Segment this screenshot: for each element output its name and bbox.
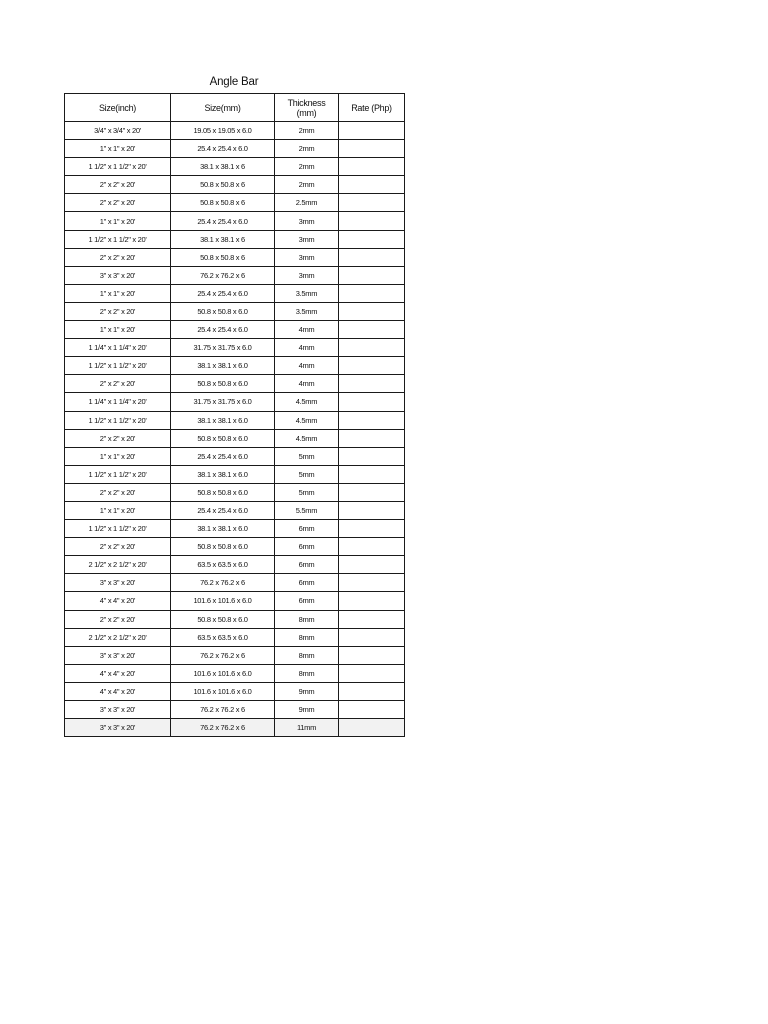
cell-size-inch: 4" x 4" x 20' [65, 664, 171, 682]
cell-rate [339, 592, 405, 610]
cell-size-inch: 2" x 2" x 20' [65, 194, 171, 212]
cell-size-mm: 50.8 x 50.8 x 6 [171, 194, 275, 212]
table-title: Angle Bar [209, 76, 259, 88]
cell-size-mm: 50.8 x 50.8 x 6 [171, 176, 275, 194]
table-row [65, 375, 405, 393]
cell-size-inch: 1" x 1" x 20' [65, 447, 171, 465]
cell-size-mm: 25.4 x 25.4 x 6.0 [171, 447, 275, 465]
cell-thickness: 8mm [275, 628, 339, 646]
cell-size-inch: 1" x 1" x 20' [65, 501, 171, 519]
header-thickness-line1: Thickness [287, 97, 326, 108]
cell-thickness: 8mm [275, 664, 339, 682]
table-row [65, 701, 405, 719]
cell-size-mm: 38.1 x 38.1 x 6.0 [171, 357, 275, 375]
cell-thickness: 6mm [275, 592, 339, 610]
cell-size-mm: 76.2 x 76.2 x 6 [171, 646, 275, 664]
cell-thickness: 8mm [275, 646, 339, 664]
cell-size-inch: 1 1/2" x 1 1/2" x 20' [65, 411, 171, 429]
cell-size-mm: 50.8 x 50.8 x 6.0 [171, 610, 275, 628]
cell-size-mm: 76.2 x 76.2 x 6 [171, 719, 275, 737]
cell-size-inch: 2" x 2" x 20' [65, 429, 171, 447]
cell-size-mm: 38.1 x 38.1 x 6.0 [171, 411, 275, 429]
header-size-mm: Size(mm) [171, 94, 275, 122]
table-row [65, 140, 405, 158]
table-row [65, 266, 405, 284]
cell-size-inch: 4" x 4" x 20' [65, 592, 171, 610]
cell-rate [339, 447, 405, 465]
header-thickness-line2: (mm) [296, 107, 317, 118]
cell-rate [339, 610, 405, 628]
cell-size-mm: 76.2 x 76.2 x 6 [171, 701, 275, 719]
table-row [65, 321, 405, 339]
cell-size-mm: 63.5 x 63.5 x 6.0 [171, 556, 275, 574]
cell-size-inch: 3" x 3" x 20' [65, 646, 171, 664]
table-row [65, 682, 405, 700]
cell-size-mm: 101.6 x 101.6 x 6.0 [171, 592, 275, 610]
cell-size-mm: 25.4 x 25.4 x 6.0 [171, 140, 275, 158]
cell-thickness: 6mm [275, 574, 339, 592]
cell-rate [339, 230, 405, 248]
table-row [65, 610, 405, 628]
cell-size-inch: 2 1/2" x 2 1/2" x 20' [65, 556, 171, 574]
cell-size-mm: 101.6 x 101.6 x 6.0 [171, 682, 275, 700]
cell-size-inch: 1 1/2" x 1 1/2" x 20' [65, 520, 171, 538]
cell-thickness: 4mm [275, 339, 339, 357]
cell-size-mm: 19.05 x 19.05 x 6.0 [171, 122, 275, 140]
cell-rate [339, 664, 405, 682]
angle-bar-table [64, 93, 405, 737]
cell-size-inch: 1 1/2" x 1 1/2" x 20' [65, 158, 171, 176]
cell-rate [339, 520, 405, 538]
cell-thickness: 8mm [275, 610, 339, 628]
cell-size-mm: 50.8 x 50.8 x 6 [171, 248, 275, 266]
header-size-inch: Size(inch) [65, 94, 171, 122]
cell-size-inch: 1" x 1" x 20' [65, 140, 171, 158]
table-row [65, 592, 405, 610]
cell-rate [339, 628, 405, 646]
cell-size-inch: 1" x 1" x 20' [65, 284, 171, 302]
header-rate: Rate (Php) [339, 94, 405, 122]
table-row [65, 357, 405, 375]
cell-thickness: 3mm [275, 248, 339, 266]
cell-size-inch: 1 1/2" x 1 1/2" x 20' [65, 465, 171, 483]
cell-size-inch: 1 1/4" x 1 1/4" x 20' [65, 393, 171, 411]
cell-rate [339, 284, 405, 302]
cell-rate [339, 719, 405, 737]
table-row [65, 719, 405, 737]
cell-thickness: 3.5mm [275, 302, 339, 320]
cell-size-mm: 25.4 x 25.4 x 6.0 [171, 321, 275, 339]
cell-size-mm: 63.5 x 63.5 x 6.0 [171, 628, 275, 646]
cell-rate [339, 483, 405, 501]
cell-rate [339, 429, 405, 447]
cell-rate [339, 194, 405, 212]
table-row [65, 646, 405, 664]
table-row [65, 447, 405, 465]
table-row [65, 158, 405, 176]
cell-size-inch: 1" x 1" x 20' [65, 212, 171, 230]
cell-rate [339, 393, 405, 411]
table-row [65, 429, 405, 447]
table-row [65, 393, 405, 411]
cell-rate [339, 339, 405, 357]
table-row [65, 501, 405, 519]
cell-rate [339, 411, 405, 429]
cell-size-mm: 38.1 x 38.1 x 6 [171, 158, 275, 176]
table-row [65, 483, 405, 501]
table-body [65, 122, 405, 737]
cell-thickness: 5mm [275, 483, 339, 501]
cell-thickness: 3mm [275, 266, 339, 284]
cell-rate [339, 321, 405, 339]
cell-size-inch: 4" x 4" x 20' [65, 682, 171, 700]
cell-size-mm: 25.4 x 25.4 x 6.0 [171, 284, 275, 302]
cell-rate [339, 501, 405, 519]
cell-rate [339, 248, 405, 266]
cell-thickness: 3mm [275, 230, 339, 248]
table-row [65, 520, 405, 538]
cell-size-inch: 1 1/2" x 1 1/2" x 20' [65, 357, 171, 375]
cell-size-inch: 3" x 3" x 20' [65, 719, 171, 737]
cell-size-mm: 50.8 x 50.8 x 6.0 [171, 302, 275, 320]
cell-thickness: 3.5mm [275, 284, 339, 302]
table-row [65, 664, 405, 682]
cell-thickness: 4mm [275, 375, 339, 393]
cell-thickness: 5mm [275, 447, 339, 465]
header-thickness [275, 94, 339, 122]
cell-size-mm: 38.1 x 38.1 x 6 [171, 230, 275, 248]
cell-size-mm: 76.2 x 76.2 x 6 [171, 574, 275, 592]
cell-thickness: 6mm [275, 538, 339, 556]
cell-size-inch: 2" x 2" x 20' [65, 483, 171, 501]
cell-thickness: 9mm [275, 701, 339, 719]
cell-rate [339, 465, 405, 483]
cell-rate [339, 556, 405, 574]
cell-thickness: 5.5mm [275, 501, 339, 519]
cell-thickness: 2mm [275, 140, 339, 158]
cell-size-inch: 2" x 2" x 20' [65, 610, 171, 628]
cell-rate [339, 140, 405, 158]
cell-thickness: 2mm [275, 158, 339, 176]
cell-thickness: 2.5mm [275, 194, 339, 212]
cell-size-mm: 50.8 x 50.8 x 6.0 [171, 375, 275, 393]
cell-size-mm: 38.1 x 38.1 x 6.0 [171, 520, 275, 538]
table-row [65, 628, 405, 646]
cell-size-inch: 3" x 3" x 20' [65, 574, 171, 592]
table-row [65, 248, 405, 266]
cell-rate [339, 176, 405, 194]
cell-thickness: 11mm [275, 719, 339, 737]
cell-rate [339, 122, 405, 140]
table-row [65, 302, 405, 320]
cell-rate [339, 158, 405, 176]
cell-size-inch: 1 1/4" x 1 1/4" x 20' [65, 339, 171, 357]
cell-rate [339, 682, 405, 700]
cell-size-inch: 3" x 3" x 20' [65, 266, 171, 284]
cell-rate [339, 646, 405, 664]
cell-size-mm: 25.4 x 25.4 x 6.0 [171, 501, 275, 519]
table-row [65, 339, 405, 357]
table-row [65, 538, 405, 556]
cell-thickness: 2mm [275, 176, 339, 194]
cell-size-inch: 1 1/2" x 1 1/2" x 20' [65, 230, 171, 248]
table-row [65, 194, 405, 212]
cell-size-mm: 31.75 x 31.75 x 6.0 [171, 339, 275, 357]
cell-size-inch: 2" x 2" x 20' [65, 375, 171, 393]
table-row [65, 465, 405, 483]
cell-rate [339, 357, 405, 375]
cell-rate [339, 266, 405, 284]
cell-thickness: 2mm [275, 122, 339, 140]
cell-rate [339, 538, 405, 556]
cell-rate [339, 574, 405, 592]
table-row [65, 176, 405, 194]
cell-thickness: 9mm [275, 682, 339, 700]
table-row [65, 574, 405, 592]
cell-size-inch: 3" x 3" x 20' [65, 701, 171, 719]
cell-size-mm: 50.8 x 50.8 x 6.0 [171, 538, 275, 556]
cell-thickness: 6mm [275, 556, 339, 574]
header-row [65, 94, 405, 122]
cell-size-mm: 76.2 x 76.2 x 6 [171, 266, 275, 284]
cell-thickness: 4.5mm [275, 411, 339, 429]
cell-size-mm: 50.8 x 50.8 x 6.0 [171, 429, 275, 447]
cell-size-inch: 2 1/2" x 2 1/2" x 20' [65, 628, 171, 646]
cell-thickness: 4.5mm [275, 393, 339, 411]
cell-thickness: 4.5mm [275, 429, 339, 447]
cell-size-inch: 2" x 2" x 20' [65, 302, 171, 320]
cell-size-mm: 31.75 x 31.75 x 6.0 [171, 393, 275, 411]
cell-thickness: 5mm [275, 465, 339, 483]
cell-rate [339, 302, 405, 320]
table-row [65, 284, 405, 302]
table-row [65, 556, 405, 574]
cell-size-inch: 3/4" x 3/4" x 20' [65, 122, 171, 140]
cell-size-mm: 50.8 x 50.8 x 6.0 [171, 483, 275, 501]
cell-thickness: 3mm [275, 212, 339, 230]
cell-thickness: 6mm [275, 520, 339, 538]
table-row [65, 122, 405, 140]
cell-thickness: 4mm [275, 357, 339, 375]
cell-rate [339, 212, 405, 230]
cell-rate [339, 701, 405, 719]
table-row [65, 230, 405, 248]
cell-rate [339, 375, 405, 393]
cell-size-inch: 2" x 2" x 20' [65, 248, 171, 266]
cell-thickness: 4mm [275, 321, 339, 339]
cell-size-inch: 2" x 2" x 20' [65, 538, 171, 556]
cell-size-mm: 38.1 x 38.1 x 6.0 [171, 465, 275, 483]
table-row [65, 411, 405, 429]
table-row [65, 212, 405, 230]
cell-size-inch: 2" x 2" x 20' [65, 176, 171, 194]
cell-size-inch: 1" x 1" x 20' [65, 321, 171, 339]
cell-size-mm: 101.6 x 101.6 x 6.0 [171, 664, 275, 682]
cell-size-mm: 25.4 x 25.4 x 6.0 [171, 212, 275, 230]
